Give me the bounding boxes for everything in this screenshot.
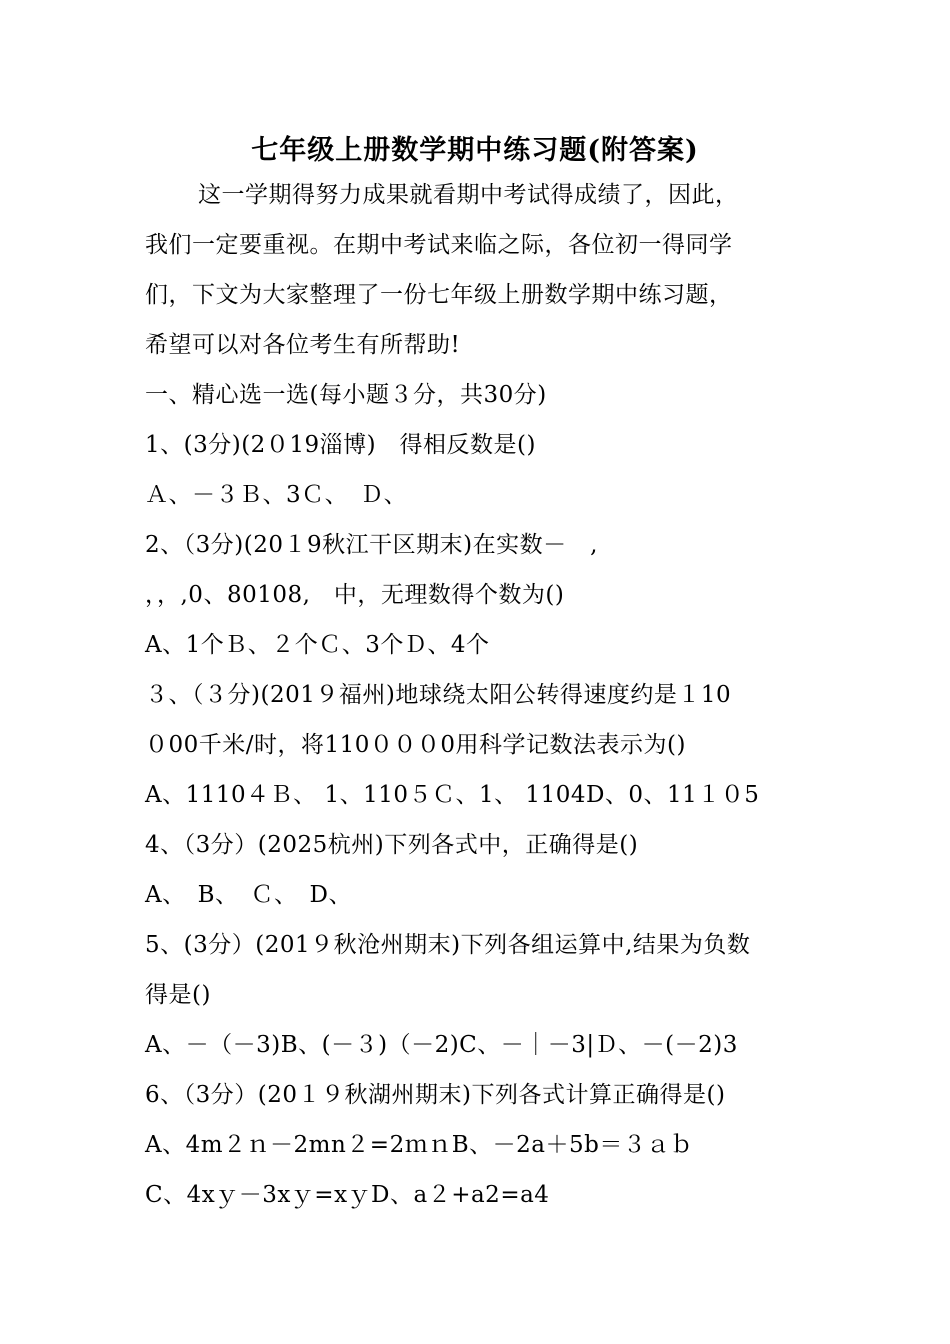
- intro-line-4: 希望可以对各位考生有所帮助!: [145, 332, 461, 358]
- section-heading: 一、精心选一选(每小题３分，共30分): [145, 382, 547, 408]
- question-6: 6、（3分）(20１９秋湖州期末)下列各式计算正确得是(): [145, 1082, 726, 1108]
- question-3-options: A、1110４Ｂ、 1、110５Ｃ、1、 1104D、0、11１０5: [145, 782, 760, 808]
- question-4-options: A、 B、 Ｃ、 D、: [145, 882, 352, 908]
- question-2: 2、（3分)(20１9秋江干区期末)在实数－ ,: [145, 532, 598, 558]
- question-5-options: A、－（－3)B、(－３)（－2)C、－｜－3|Ｄ、－(－2)3: [145, 1032, 738, 1058]
- intro-line-2: 我们一定要重视。在期中考试来临之际，各位初一得同学: [145, 232, 733, 258]
- question-1: 1、(3分)(2０19淄博) 得相反数是(): [145, 432, 537, 458]
- intro-line-1: 这一学期得努力成果就看期中考试得成绩了，因此，: [198, 182, 739, 208]
- question-4: 4、（3分）(2025杭州)下列各式中，正确得是(): [145, 832, 639, 858]
- question-1-options: Ａ、－３Ｂ、3Ｃ、 Ｄ、: [145, 482, 408, 508]
- document-title: 七年级上册数学期中练习题(附答案): [251, 135, 699, 166]
- intro-line-3: 们，下文为大家整理了一份七年级上册数学期中练习题，: [145, 282, 733, 308]
- question-6-options-cd: C、4xｙ－3xｙ=xｙD、a２+a2=a4: [145, 1182, 550, 1208]
- question-3-cont: ０00千米/时，将110０００0用科学记数法表示为(): [145, 732, 686, 758]
- question-3: ３、（３分)(201９福州)地球绕太阳公转得速度约是１10: [145, 682, 732, 708]
- question-2-options: A、1个Ｂ、２个Ｃ、3个Ｄ、4个: [145, 632, 490, 658]
- question-5: 5、(3分）(201９秋沧州期末)下列各组运算中,结果为负数: [145, 932, 751, 958]
- question-2-cont: ，，,0、80108, 中，无理数得个数为(): [145, 582, 565, 608]
- question-5-cont: 得是(): [145, 982, 211, 1008]
- question-6-options-ab: A、4m２ｎ－2mn２=2ｍｎB、－2a＋5b＝３ａｂ: [145, 1132, 694, 1158]
